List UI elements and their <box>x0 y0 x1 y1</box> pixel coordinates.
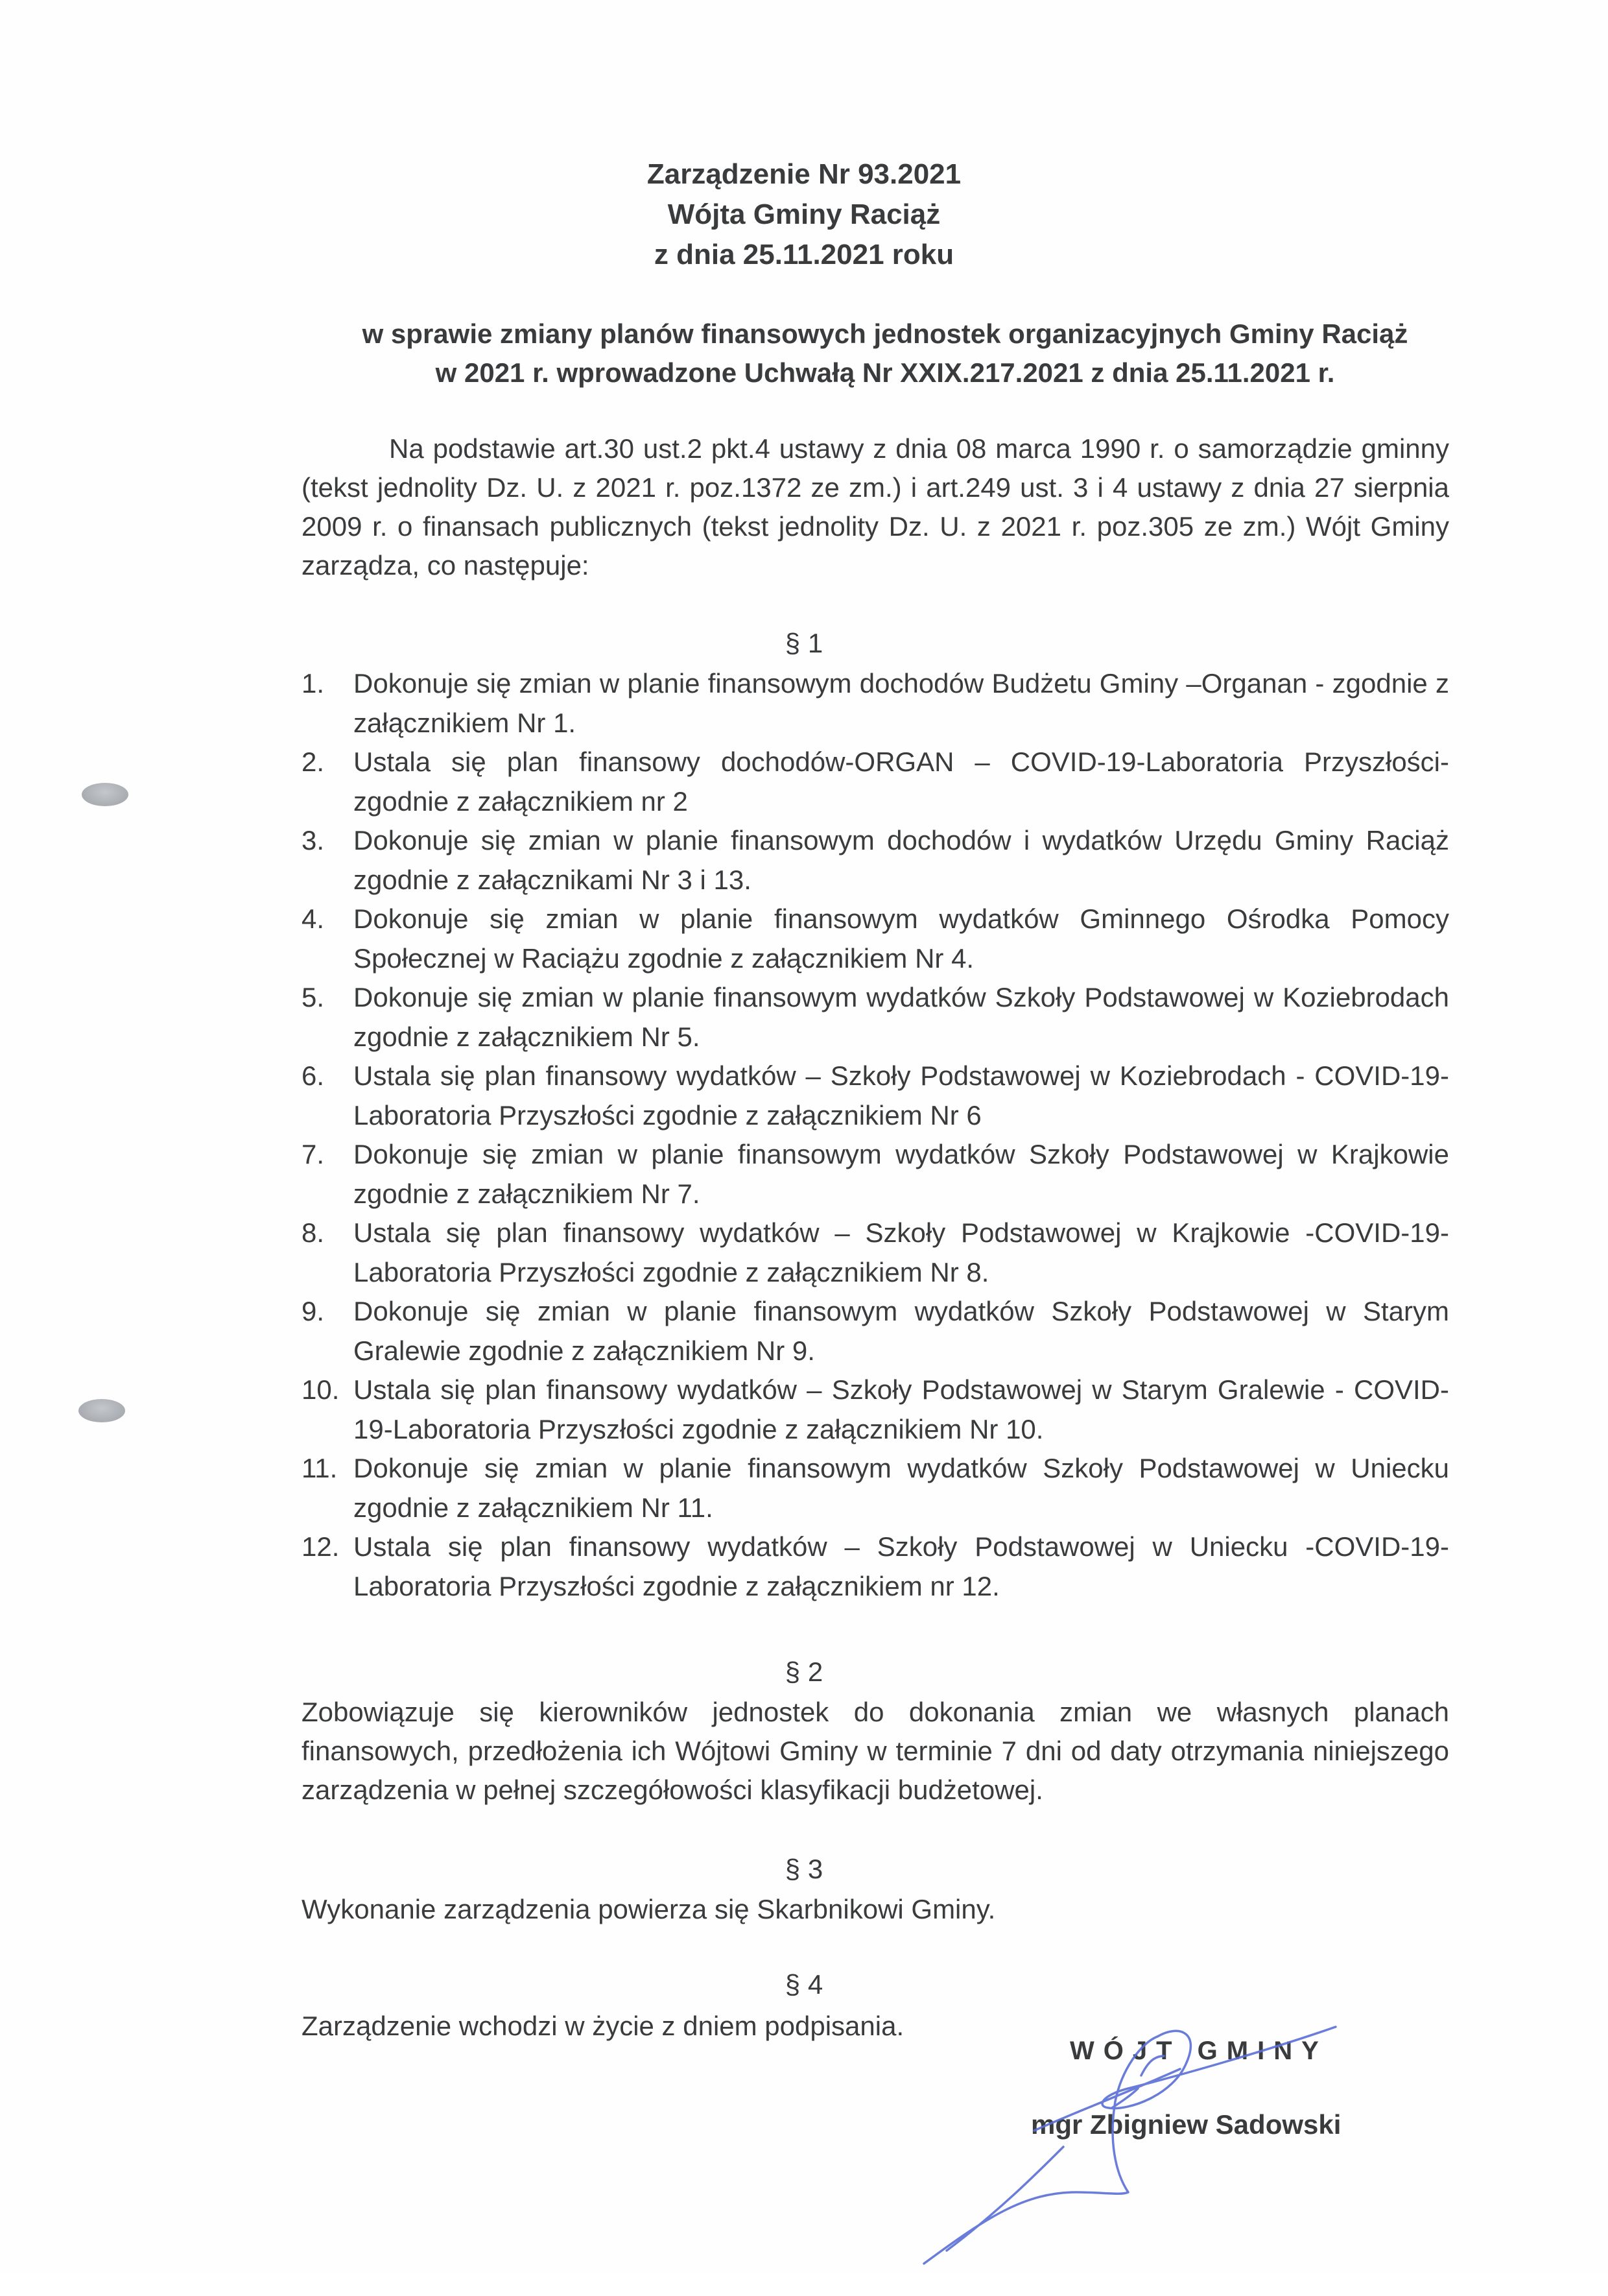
signatory-name: mgr Zbigniew Sadowski <box>1031 2109 1342 2140</box>
list-item: 4. Dokonuje się zmian w planie finansowym wydatków Gminnego Ośrodka Pomocy Społecznej w Raciążu zgodnie z załącznikiem Nr 4. <box>302 903 1449 974</box>
list-item: 2. Ustala się plan finansowy dochodów-ORGAN – COVID-19-Laboratoria Przyszłości- zgodnie z załącznikiem nr 2 <box>302 747 1449 817</box>
header-title: Zarządzenie Nr 93.2021 <box>646 158 962 190</box>
list-item: 6. Ustala się plan finansowy wydatków – Szkoły Podstawowej w Koziebrodach - COVID-19-Laboratoria Przyszłości zgodnie z załącznikiem Nr 6 <box>302 1060 1449 1130</box>
list-item: 3. Dokonuje się zmian w planie finansowym dochodów i wydatków Urzędu Gminy Raciąż zgodnie z załącznikami Nr 3 i 13. <box>302 825 1449 895</box>
legal-basis-paragraph: Na podstawie art.30 ust.2 pkt.4 ustawy z dnia 08 marca 1990 r. o samorządzie gminny (tekst jednolity Dz. U. z 2021 r. poz.1372 ze zm.) i art.249 ust. 3 i 4 ustawy z dnia 27 sierpnia 2009 r. o finansach publicznych (tekst jednolity Dz. U. z 2021 r. poz.305 ze zm.) Wójt Gminy zarządza, co następuje: <box>302 433 1449 580</box>
signatory-title: WÓJT GMINY <box>1070 2037 1328 2065</box>
section-2-heading: § 2 <box>785 1656 823 1687</box>
punch-hole-top <box>82 783 128 806</box>
subject-line-1: w sprawie zmiany planów finansowych jednostek organizacyjnych Gminy Raciąż <box>362 318 1408 349</box>
section-3-heading: § 3 <box>785 1854 823 1884</box>
section-1-list <box>302 664 1449 1606</box>
list-item: 12. Ustala się plan finansowy wydatków – Szkoły Podstawowej w Uniecku -COVID-19-Laboratoria Przyszłości zgodnie z załącznikiem nr 12. <box>302 1531 1449 1601</box>
list-item: 7. Dokonuje się zmian w planie finansowym wydatków Szkoły Podstawowej w Krajkowie zgodnie z załącznikiem Nr 7. <box>302 1139 1449 1209</box>
list-item: 5. Dokonuje się zmian w planie finansowym wydatków Szkoły Podstawowej w Koziebrodach zgodnie z załącznikiem Nr 5. <box>302 982 1449 1052</box>
document-header <box>0 154 1608 275</box>
list-item: 11. Dokonuje się zmian w planie finansowym wydatków Szkoły Podstawowej w Uniecku zgodnie z załącznikiem Nr 11. <box>302 1453 1449 1523</box>
section-3-text: Wykonanie zarządzenia powierza się Skarbnikowi Gminy. <box>302 1894 996 1924</box>
list-item: 1. Dokonuje się zmian w planie finansowym dochodów Budżetu Gminy –Organan - zgodnie z załącznikiem Nr 1. <box>302 668 1449 738</box>
section-4-text: Zarządzenie wchodzi w życie z dniem podpisania. <box>302 2011 905 2041</box>
list-item: 9. Dokonuje się zmian w planie finansowym wydatków Szkoły Podstawowej w Starym Gralewie zgodnie z załącznikiem Nr 9. <box>302 1296 1449 1366</box>
document-subject <box>327 315 1443 392</box>
punch-hole-bottom <box>78 1399 125 1422</box>
list-item: 10. Ustala się plan finansowy wydatków – Szkoły Podstawowej w Starym Gralewie - COVID-19-Laboratoria Przyszłości zgodnie z załącznikiem Nr 10. <box>302 1374 1449 1444</box>
header-issuer: Wójta Gminy Raciąż <box>667 198 941 230</box>
list-item: 8. Ustala się plan finansowy wydatków – Szkoły Podstawowej w Krajkowie -COVID-19-Laboratoria Przyszłości zgodnie z załącznikiem Nr 8. <box>302 1217 1449 1287</box>
subject-line-2: w 2021 r. wprowadzone Uchwałą Nr XXIX.217.2021 z dnia 25.11.2021 r. <box>435 357 1335 388</box>
section-2-text: Zobowiązuje się kierowników jednostek do dokonania zmian we własnych planach finansowych, przedłożenia ich Wójtowi Gminy w terminie 7 dni od daty otrzymania niniejszego zarządzenia w pełnej szczegółowości klasyfikacji budżetowej. <box>302 1697 1449 1805</box>
section-1-heading: § 1 <box>785 628 823 658</box>
section-4-heading: § 4 <box>785 1969 823 2000</box>
header-date: z dnia 25.11.2021 roku <box>654 239 954 270</box>
